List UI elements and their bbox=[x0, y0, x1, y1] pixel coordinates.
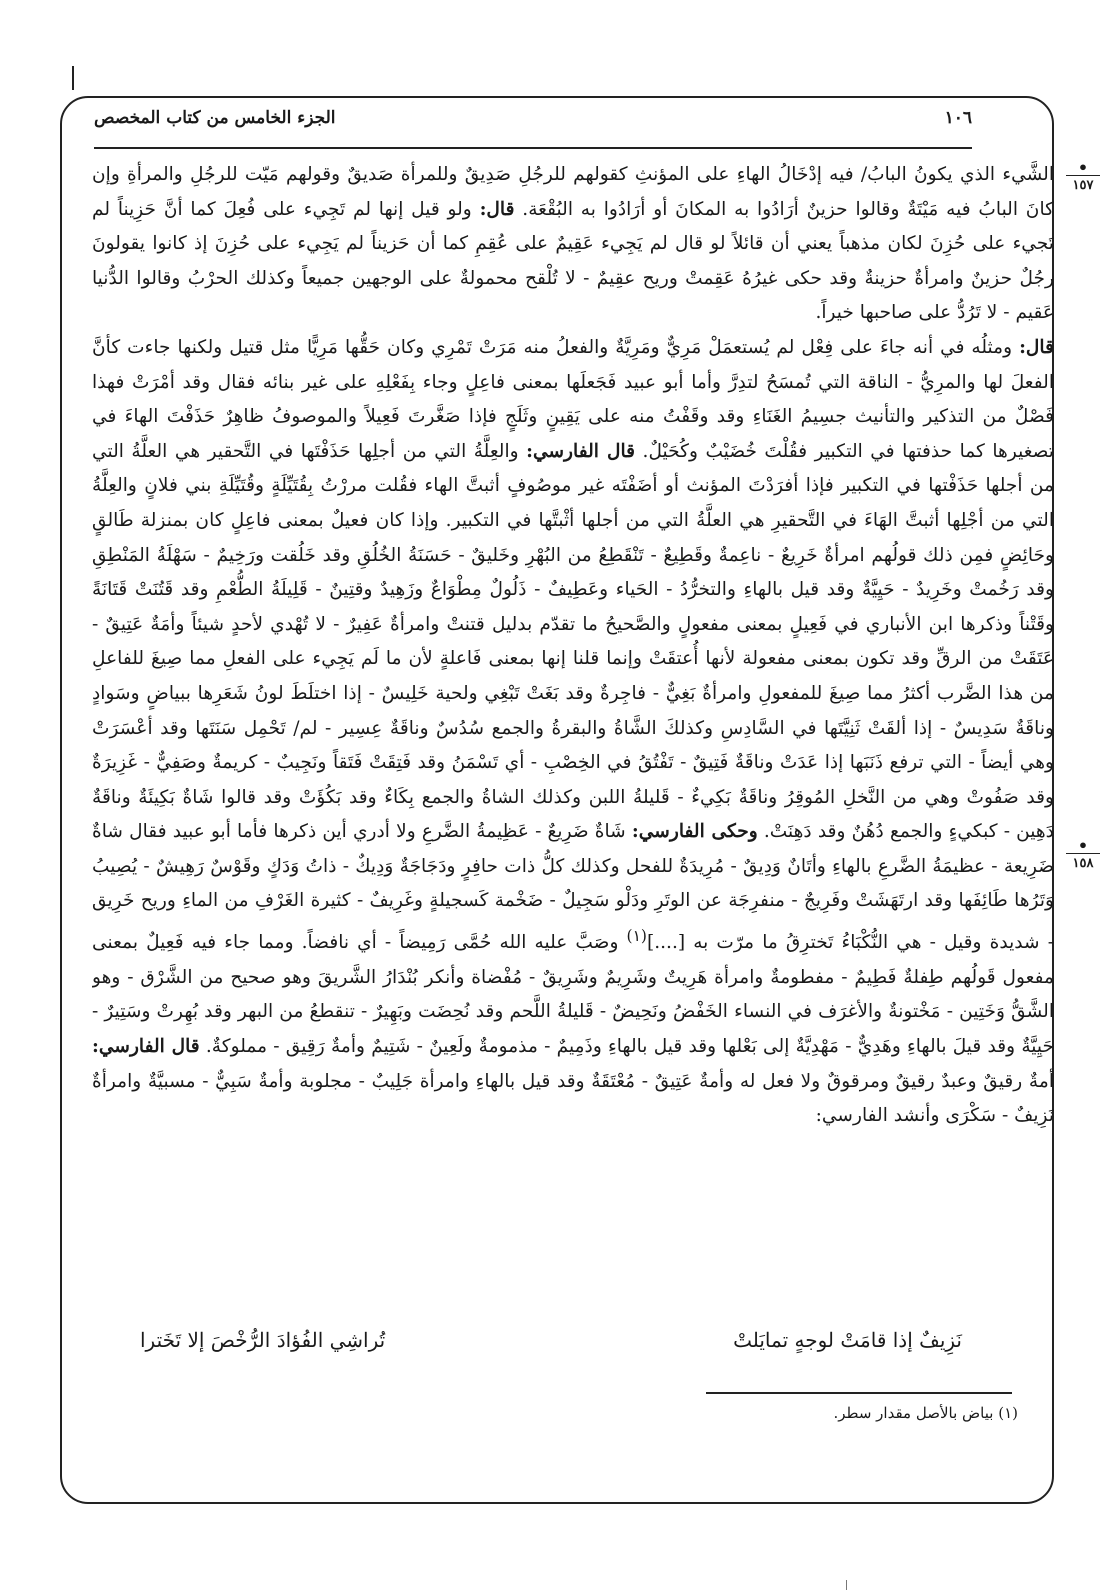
margin-page-marker: • ١٥٨ bbox=[1062, 840, 1104, 871]
poem-verse bbox=[140, 1328, 962, 1364]
verse-first-hemistich: نَزِيفٌ إذا قامَتْ لوجهٍ تمايَلتْ bbox=[733, 1328, 962, 1352]
footnote-rule bbox=[706, 1392, 1012, 1394]
paragraph: الشَّيء الذي يكونُ البابُ/ فيه إدْخَالُ الهاءِ على المؤنثِ كقولهم للرجُلِ صَدِيقٌ وللمرأة صَديقٌ وقولهم مَيّت للرجُلِ والمرأةِ وإن كانَ البابُ فيه مَيْتَةٌ وقالوا حزينٌ أرَادُوا به المكانَ أو أرَادُوا به البُقْعَة. قال: ولو قيل إنها لم تَجِيء على فُعِلَ كما أنَّ حَزِيناً لم تَجيء على حُزِنَ لكان مذهباً يعني أن قائلاً لو قال لم يَجِيء عَقِيمٌ على عُقِمِ كما أن حَزيناً لم يَجِيء على حُزِنَ إذ كانوا يقولونَ رجُلٌ حزينٌ وامرأةٌ حزينةٌ وقد حكى غيرُهُ عَقِمتْ وريح عقِيمٌ - لا تُلْقح محمولةٌ على الوجهين جميعاً وكذلك الحرْبُ وقالوا الدُّنيا عَقيم - لا تَرُدُّ على صاحبها خيراً. bbox=[92, 164, 1054, 324]
speaker-label: وحكى الفارسي: bbox=[631, 821, 758, 843]
main-text bbox=[92, 158, 1054, 1318]
paragraph: قال: ومثلُه في أنه جاءَ على فِعْل لم يُستعمَلْ مَرِيٌّ ومَرِيَّةٌ والفعلُ منه مَرَتْ تَمْرِي وكان حَقُّها مَرِيًّا مثل قتيل ولكنها جاءت كأنَّ الفعلَ لها والمرِيُّ - الناقة التي تُمسَحُ لتدِرَّ وأما أبو عبيد فَجَعلَها بمعنى فاعِلٍ وجاء بِفَعْلِهِ على غير بنائه فقال وقد أمْرَتْ فهذا فَصْلٌ من التذكير والتأنيث جسِيمُ الغَنَاءِ وقد وقَفْتُ منه على يَقِينٍ وثَلَجٍ فإذا صَغَّرتَ فَعِيلاً والموصوفُ ظاهِرٌ حَذَفْتَ الهاءَ في تصغيرها كما حذفتها في التكبير فقُلْتَ خُضَيْبٌ وكُحَيْلٌ. قال الفارسي: والعِلَّةُ التي من أجلِها حَذَفْتَها في التَّحقير هي العلَّةُ التي من أجلها حَذَفْتها في التكبير فإذا أفرَدْتَ المؤنث أو أضَفْتَه غير موصُوفٍ أثبتَّ الهاء فقُلت مررْتُ بِقُتَيِّلَةٍ وقُتَيِّلَةِ بني فلانٍ والعِلَّةُ التي من أجْلِها أثبتَّ الهَاءَ في التَّحقيرِ هي العلَّةُ التي من أجلها أثْبتَّها في التكبير. وإذا كان فعيلٌ بمعنى فاعِلٍ كان بمنزلة طَالقٍ وحَائِضٍ فمِن ذلك قولُهم امرأةٌ خَرِيعٌ - ناعِمةٌ وقَطِيعٌ - تَنْقَطِعُ من البُهْرِ وخَليقٌ - حَسَنَةُ الخُلُقِ وقد خَلُقت ورَخِيمٌ - سَهْلَةُ المَنْطِقِ وقد رَخُمتْ وخَرِيدٌ - حَيِيَّةٌ وقد قيل بالهاءِ والتخرُّدُ - الحَياء وعَطِيفٌ - ذَلُولٌ مِطْوَاعٌ وزَهِيدٌ وقتِينٌ - قَلِيلَةُ الطُّعْمِ وقد قَتُنَتْ قَتَانَةً وقَتْناً وذكرها ابن الأنباري في فَعِيلٍ بمعنى مفعولٍ والصَّحيحُ ما تقدّم بدليل قتنتْ وامرأةٌ عَفِيرٌ - لا تُهْدي لأحدٍ شيئاً وأمَةٌ عَتِيقٌ - عَتَقَتْ من الرقِّ وقد تكون بمعنى مفعولة لأنها أُعتقَتْ وإنما قلنا إنها بمعنى فَاعلةٍ لأن ما لَم يَجِيء على الفعلِ مما صِيغَ للفاعلِ من هذا الضَّرب أكثرُ مما صِيغَ للمفعولِ وامرأةٌ بَغِيٌّ - فاجِرةٌ وقد بَغَتْ تَبْغِي ولحية خَلِيسٌ - إذا اختلَطَ لونُ شَعَرِها ببياضٍ وسَوادٍ وناقَةٌ سَدِيسٌ - إذا ألقَتْ ثَنِيَّتَها في السَّادِسِ وكذلكَ الشَّاةُ والبقرةُ والجمع سُدُسٌ وناقَةٌ عِسِير - لم/ تَحْمِل سَنَتَها وقد أعْسَرَتْ وهي أيضاً - التي ترفع ذَنَبَها إذا عَدَتْ وناقَةٌ فَتِيقٌ - تَفْتُقُ في الخِصْبِ - أي تَسْمَنُ وقد فَتِقَتْ فَتَقاً ونَجِيبٌ - كريمةٌ وصَفِيٌّ - غَزِيرَةٌ وقد صَفُوتْ وهي من النَّخلِ المُوقِرُ وناقَةٌ بَكِيءٌ - قَليلةُ اللبن وكذلك الشاةُ والجمع بِكَاءٌ وقد بَكُؤَتْ وقد قالوا شَاةٌ بَكِيئَةٌ وناقَةٌ دَهِين - كبكيءٍ والجمع دُهُنٌ وقد دَهِنَتْ. وحكى الفارسي: شَاةٌ ضَرِيعٌ - عَظِيمةُ الضَّرعِ ولا أدري أين ذكرها فأما أبو عبيد فقال شاةٌ ضَرِيعة - عظيمَةُ الضَّرعِ بالهاءِ وأتَانٌ وَدِيقٌ - مُرِيدَةٌ للفحل وكذلك كلُّ ذات حافِرٍ ودَجَاجَةٌ وَدِيكٌ - ذاتُ وَدَكٍ وقَوْسٌ رَهِيشٌ - يُصِيبُ وَتَرُها طَائِفَها وقد ارتَهَشَتْ وفَرِيجٌ - منفرِجَة عن الوتَرِ ودَلْو سَجِيلٌ - ضَخْمة كَسجيلةٍ وغَرِيفٌ - كثيرة الغَرْفِ من الماءِ وريح خَرِيق - شديدة وقيل - هي النُّكْبَاءُ تَخترِقُ ما مرّت به [....]$^{(١)}$ وصَبَّ عليه الله حُمَّى رَمِيضاً - أي نافضاً. ومما جاء فيه فَعِيلٌ بمعنى مفعول قَولُهم طِفلةٌ فَطِيمٌ - مفطومةٌ وامرأة هَرِيتٌ وشَرِيمٌ وشَرِيقٌ - مُفْضاة وأنكر بُنْدَارُ الشَّريقَ وهو صحيح من الشَّرْق - وهو الشَّقُّ وَخَتِين - مَخْتونةٌ والأغرَف في النساء الخَفْضُ ونَحِيضٌ - قَليلةُ اللَّحم وقد نُحِضَت وبَهِيرٌ - تنقطعُ من البهر وقد بُهِرتْ وسَتِيرٌ - حَيِيَّةٌ وقد قيلَ بالهاءِ وهَدِيٌّ - مَهْدِيَّةٌ إلى بَعْلها وقد قيل بالهاءِ وذَمِيمٌ - مذمومةٌ ولَعِينٌ - شَتِيمٌ وأمةٌ رَقِيق - مملوكةٌ. قال الفارسي: أمةٌ رقيقٌ وعبدٌ رقيقٌ ومرقوقٌ ولا فعل له وأمةٌ عَتِيقٌ - مُعْتَقَةٌ وقد قيل بالهاءِ وامرأة جَلِيبٌ - مجلوبة وأمةٌ سَبِيٌّ - مسبيَّةٌ وامرأةٌ نَزِيفٌ - سَكْرَى وأنشد الفارسي: bbox=[92, 336, 1054, 1127]
page-title: الجزء الخامس من كتاب المخصص bbox=[94, 108, 336, 128]
margin-page-marker: • ١٥٧ bbox=[1062, 162, 1104, 193]
scan-mark bbox=[846, 1580, 847, 1590]
page-number: ١٠٦ bbox=[944, 108, 972, 128]
speaker-label: قال: bbox=[479, 198, 515, 220]
margin-tick bbox=[72, 66, 74, 90]
speaker-label: قال الفارسي: bbox=[526, 440, 636, 462]
footnote-ref: (١) bbox=[626, 927, 647, 946]
speaker-label: قال: bbox=[1019, 336, 1054, 358]
running-header bbox=[94, 98, 972, 138]
footnote-marker: (١) bbox=[998, 1404, 1018, 1422]
header-rule bbox=[94, 147, 972, 149]
footnote bbox=[834, 1404, 1019, 1422]
footnote-text: بياض بالأصل مقدار سطر. bbox=[833, 1404, 994, 1422]
speaker-label: قال الفارسي: bbox=[92, 1036, 200, 1058]
verse-second-hemistich: تُراشِي الفُؤادَ الرُّخْصَ إلا تَخَترا bbox=[140, 1328, 386, 1352]
